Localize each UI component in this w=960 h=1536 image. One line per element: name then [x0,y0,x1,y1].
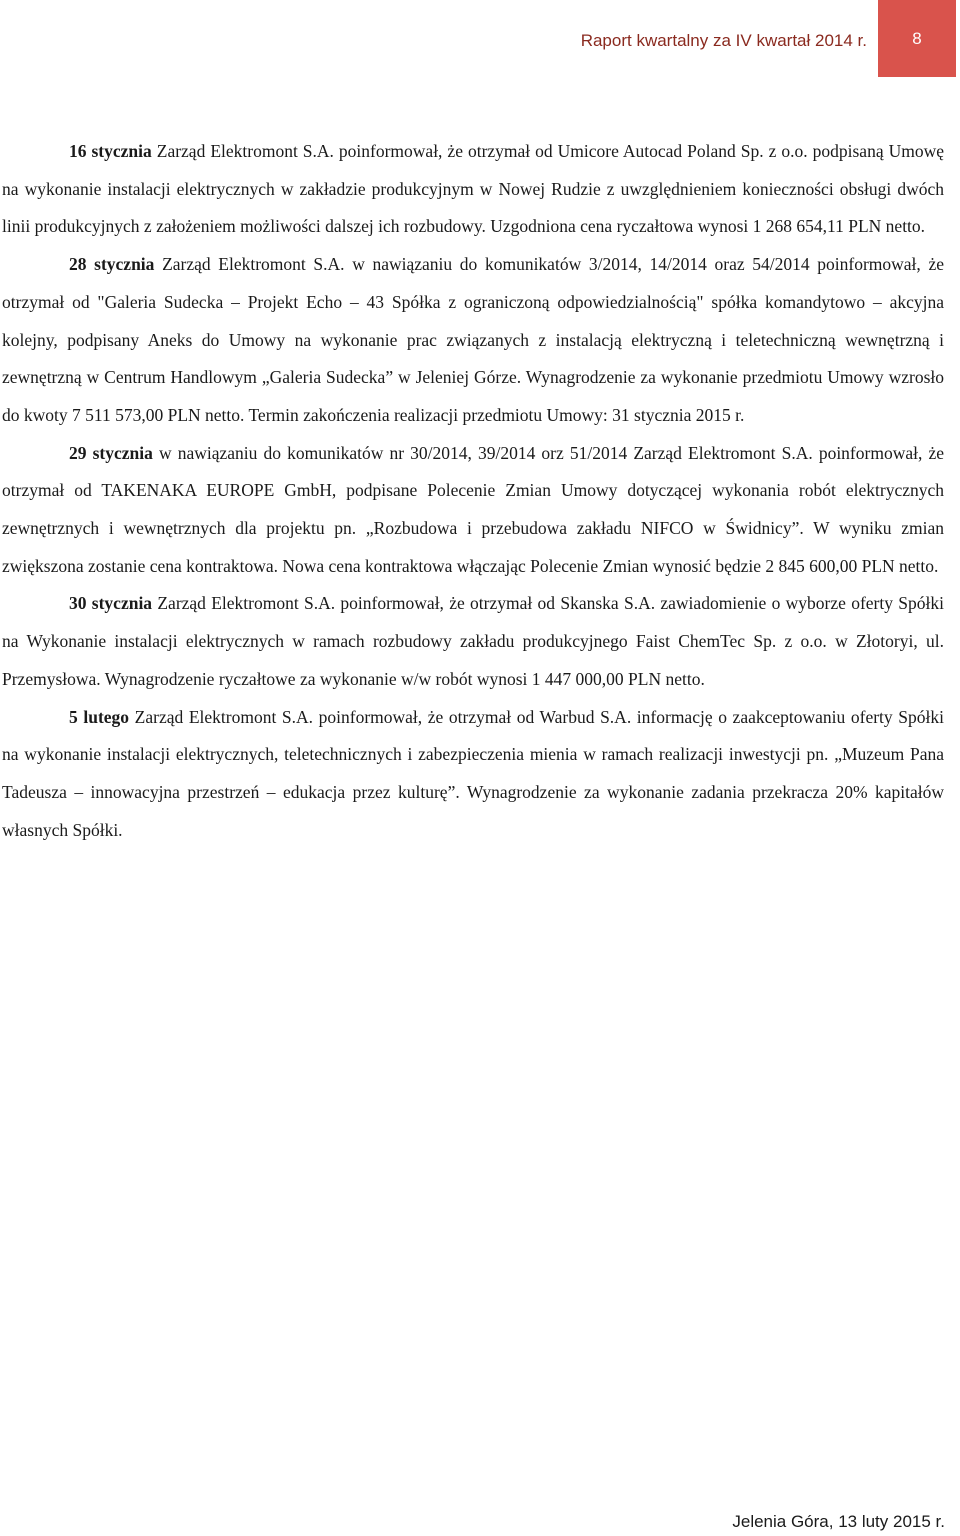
entry-text: Zarząd Elektromont S.A. w nawiązaniu do komunikatów 3/2014, 14/2014 oraz 54/2014 poinformował, że otrzymał od "Galeria Sudecka – Projekt Echo – 43 Spółka z ograniczoną odpowiedzialnością" spółka komandytowo – akcyjna kolejny, podpisany Aneks do Umowy na wykonanie prac związanych z instalacją elektryczną i teletechniczną wewnętrzną i zewnętrzną w Centrum Handlowym „Galeria Sudecka” w Jeleniej Górze. Wynagrodzenie za wykonanie przedmiotu Umowy wzrosło do kwoty 7 511 573,00 PLN netto. Termin zakończenia realizacji przedmiotu Umowy: 31 stycznia 2015 r. [2,254,944,425]
entry-text: Zarząd Elektromont S.A. poinformował, że otrzymał od Warbud S.A. informację o zaakceptowaniu oferty Spółki na wykonanie instalacji elektrycznych, teletechnicznych i zabezpieczenia mienia w ramach realizacji inwestycji pn. „Muzeum Pana Tadeusza – innowacyjna przestrzeń – edukacja przez kulturę”. Wynagrodzenie za wykonanie zadania przekracza 20% kapitałów własnych Spółki. [2,706,944,840]
entry-text: Zarząd Elektromont S.A. poinformował, że otrzymał od Umicore Autocad Poland Sp. z o.o. podpisaną Umowę na wykonanie instalacji elektrycznych w zakładzie produkcyjnym w Nowej Rudzie z uwzględnieniem konieczności obsługi dwóch linii produkcyjnych z założeniem możliwości dalszej ich rozbudowy. Uzgodniona cena ryczałtowa wynosi 1 268 654,11 PLN netto. [2,141,944,237]
entry-date: 30 stycznia [69,593,153,614]
entry-text: Zarząd Elektromont S.A. poinformował, że otrzymał od Skanska S.A. zawiadomienie o wyborze oferty Spółki na Wykonanie instalacji elektrycznych w ramach rozbudowy zakładu produkcyjnego Faist ChemTec Sp. z o.o. w Złotoryi, ul. Przemysłowa. Wynagrodzenie ryczałtowe za wykonanie w/w robót wynosi 1 447 000,00 PLN netto. [2,593,944,689]
report-title: Raport kwartalny za IV kwartał 2014 r. [580,31,867,50]
entry-date: 16 stycznia [69,141,152,161]
place-and-date: Jelenia Góra, 13 luty 2015 r. [732,1512,945,1531]
entry-paragraph [2,133,944,246]
entry-text: w nawiązaniu do komunikatów nr 30/2014, 39/2014 orz 51/2014 Zarząd Elektromont S.A. poinformował, że otrzymał od TAKENAKA EUROPE GmbH, podpisane Polecenie Zmian Umowy dotyczącej wykonania robót elektrycznych zewnętrznych i wewnętrznych dla projektu pn. „Rozbudowa i przebudowa zakładu NIFCO w Świdnicy”. W wyniku zmian zwiększona zostanie cena kontraktowa. Nowa cena kontraktowa włączając Polecenie Zmian wynosić będzie 2 845 600,00 PLN netto. [2,442,944,576]
entry-date: 28 stycznia [69,254,155,275]
entry-date: 5 lutego [69,706,130,727]
document-body [2,133,944,849]
entry-paragraph [2,435,944,586]
entry-date: 29 stycznia [69,442,153,463]
entry-paragraph [2,699,944,850]
entry-paragraph [2,246,944,435]
entry-paragraph [2,585,944,698]
page-number-badge: 8 [878,0,956,77]
